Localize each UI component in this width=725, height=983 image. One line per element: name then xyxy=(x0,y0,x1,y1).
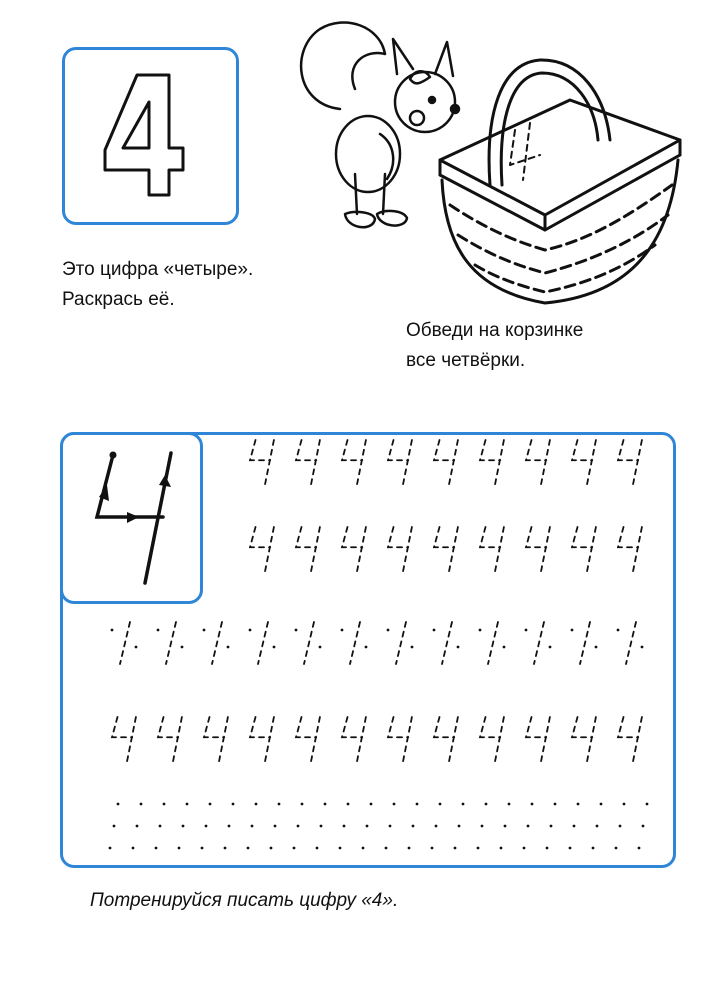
trace-dot xyxy=(592,847,595,850)
trace-dot xyxy=(135,646,138,649)
trace-dot xyxy=(431,847,434,850)
trace-four xyxy=(526,527,550,573)
trace-four xyxy=(296,527,320,573)
trace-dot xyxy=(163,803,166,806)
basket-icon xyxy=(430,45,690,310)
trace-four xyxy=(250,717,274,763)
trace-dot xyxy=(111,629,114,632)
trace-four xyxy=(342,440,366,486)
trace-dot xyxy=(462,803,465,806)
trace-dot xyxy=(485,803,488,806)
basket-task-line-1: Обведи на корзинке xyxy=(406,320,584,341)
trace-dot xyxy=(186,803,189,806)
trace-dot xyxy=(615,847,618,850)
basket-task-line-2: все четвёрки. xyxy=(406,350,526,371)
trace-dot xyxy=(457,646,460,649)
trace-dot xyxy=(412,825,415,828)
trace-four xyxy=(618,440,642,486)
trace-four xyxy=(250,527,274,573)
trace-four xyxy=(296,440,320,486)
trace-dot xyxy=(577,803,580,806)
digit-four-outline-icon xyxy=(65,50,236,222)
trace-dot xyxy=(293,847,296,850)
trace-four xyxy=(618,527,642,573)
trace-four xyxy=(480,717,504,763)
trace-dot xyxy=(481,825,484,828)
trace-four xyxy=(618,717,642,763)
trace-dot xyxy=(362,847,365,850)
trace-dot xyxy=(454,847,457,850)
trace-four xyxy=(526,440,550,486)
trace-dot xyxy=(181,646,184,649)
basket-task-caption xyxy=(406,316,583,376)
trace-slant xyxy=(258,622,268,664)
trace-dot xyxy=(477,847,480,850)
trace-four xyxy=(296,717,320,763)
trace-dot xyxy=(132,847,135,850)
trace-slant xyxy=(396,622,406,664)
trace-dot xyxy=(393,803,396,806)
trace-four xyxy=(526,717,550,763)
trace-dot xyxy=(389,825,392,828)
trace-dot xyxy=(595,646,598,649)
trace-slant xyxy=(304,622,314,664)
trace-dot xyxy=(508,803,511,806)
trace-four xyxy=(572,527,596,573)
trace-dot xyxy=(550,825,553,828)
trace-dot xyxy=(228,825,231,828)
trace-slant xyxy=(442,622,452,664)
trace-four xyxy=(388,440,412,486)
trace-dot xyxy=(201,847,204,850)
trace-dot xyxy=(178,847,181,850)
trace-dot xyxy=(546,847,549,850)
trace-dot xyxy=(554,803,557,806)
trace-dot xyxy=(638,847,641,850)
trace-dot xyxy=(619,825,622,828)
trace-dot xyxy=(439,803,442,806)
trace-four xyxy=(388,717,412,763)
intro-caption xyxy=(62,255,253,315)
trace-dot xyxy=(255,803,258,806)
trace-dot xyxy=(646,803,649,806)
trace-four xyxy=(342,717,366,763)
trace-dot xyxy=(324,803,327,806)
trace-dot xyxy=(301,803,304,806)
trace-dot xyxy=(209,803,212,806)
trace-dot xyxy=(270,847,273,850)
trace-dot xyxy=(617,629,620,632)
trace-dot xyxy=(205,825,208,828)
trace-dot xyxy=(479,629,482,632)
trace-four xyxy=(434,440,458,486)
trace-slant xyxy=(350,622,360,664)
trace-slant xyxy=(212,622,222,664)
trace-four xyxy=(342,527,366,573)
trace-dot xyxy=(109,847,112,850)
trace-dot xyxy=(117,803,120,806)
trace-dot xyxy=(458,825,461,828)
intro-line-1: Это цифра «четыре». xyxy=(62,259,254,280)
trace-dot xyxy=(113,825,116,828)
trace-dot xyxy=(531,803,534,806)
trace-dot xyxy=(525,629,528,632)
trace-dot xyxy=(316,847,319,850)
trace-four xyxy=(434,527,458,573)
trace-dot xyxy=(500,847,503,850)
trace-dot xyxy=(523,847,526,850)
stroke-order-card xyxy=(60,432,203,604)
trace-slant xyxy=(626,622,636,664)
stroke-order-arrows-icon xyxy=(63,435,200,601)
trace-dot xyxy=(642,825,645,828)
trace-slant xyxy=(488,622,498,664)
digit-four-card xyxy=(62,47,239,225)
trace-dot xyxy=(411,646,414,649)
trace-four xyxy=(480,440,504,486)
trace-dot xyxy=(339,847,342,850)
trace-dot xyxy=(433,629,436,632)
trace-dot xyxy=(527,825,530,828)
footer-instruction: Потренируйся писать цифру «4». xyxy=(90,890,399,911)
trace-four xyxy=(158,717,182,763)
trace-dot xyxy=(155,847,158,850)
trace-dot xyxy=(596,825,599,828)
trace-slant xyxy=(166,622,176,664)
trace-dot xyxy=(295,629,298,632)
intro-line-2: Раскрась её. xyxy=(62,289,175,310)
trace-dot xyxy=(182,825,185,828)
trace-dot xyxy=(274,825,277,828)
trace-dot xyxy=(140,803,143,806)
trace-dot xyxy=(247,847,250,850)
trace-dot xyxy=(273,646,276,649)
trace-dot xyxy=(571,629,574,632)
trace-four xyxy=(572,717,596,763)
trace-dot xyxy=(569,847,572,850)
trace-dot xyxy=(503,646,506,649)
trace-dot xyxy=(319,646,322,649)
trace-dot xyxy=(157,629,160,632)
trace-four xyxy=(250,440,274,486)
trace-dot xyxy=(224,847,227,850)
trace-dot xyxy=(159,825,162,828)
trace-dot xyxy=(365,646,368,649)
trace-slant xyxy=(534,622,544,664)
trace-slant xyxy=(580,622,590,664)
trace-slant xyxy=(120,622,130,664)
trace-dot xyxy=(573,825,576,828)
trace-dot xyxy=(203,629,206,632)
trace-dot xyxy=(347,803,350,806)
trace-dot xyxy=(385,847,388,850)
trace-dot xyxy=(600,803,603,806)
trace-four xyxy=(572,440,596,486)
trace-dot xyxy=(370,803,373,806)
trace-dot xyxy=(549,646,552,649)
trace-dot xyxy=(278,803,281,806)
trace-dot xyxy=(416,803,419,806)
trace-four xyxy=(204,717,228,763)
trace-dot xyxy=(232,803,235,806)
trace-dot xyxy=(504,825,507,828)
trace-dot xyxy=(366,825,369,828)
trace-dot xyxy=(408,847,411,850)
trace-four xyxy=(112,717,136,763)
trace-dot xyxy=(641,646,644,649)
trace-dot xyxy=(136,825,139,828)
trace-dot xyxy=(343,825,346,828)
trace-four xyxy=(434,717,458,763)
trace-dot xyxy=(320,825,323,828)
trace-dot xyxy=(249,629,252,632)
trace-dot xyxy=(623,803,626,806)
trace-dot xyxy=(387,629,390,632)
trace-dot xyxy=(251,825,254,828)
trace-dot xyxy=(435,825,438,828)
trace-four xyxy=(480,527,504,573)
trace-dot xyxy=(341,629,344,632)
trace-dot xyxy=(297,825,300,828)
trace-four xyxy=(388,527,412,573)
trace-dot xyxy=(227,646,230,649)
